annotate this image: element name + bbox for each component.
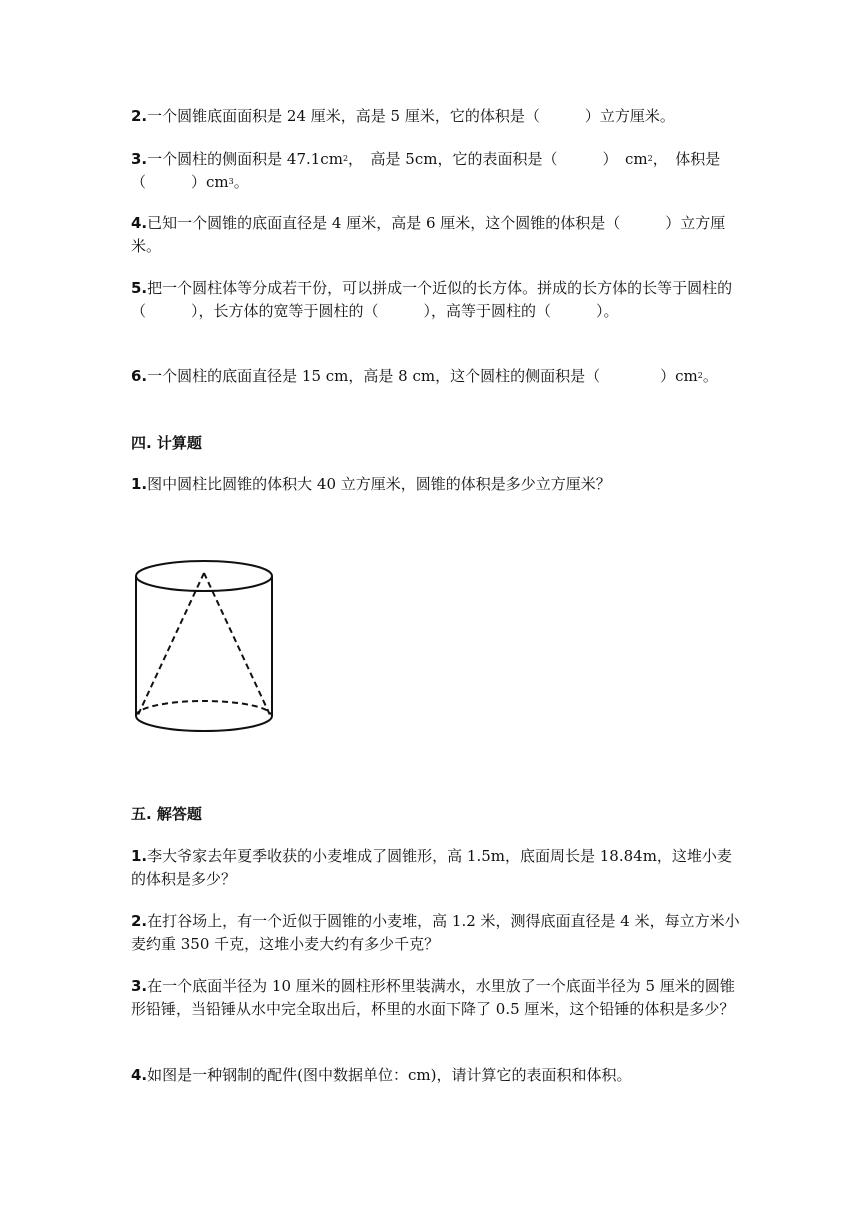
question-text: 李大爷家去年夏季收获的小麦堆成了圆锥形，高 1.5m，底面周长是 18.84m，这堆小麦的体积是多少？ xyxy=(131,847,732,888)
solve-question-3 xyxy=(131,975,743,1021)
section-heading-solution: 五. 解答题 xyxy=(131,805,202,823)
question-6 xyxy=(131,365,743,388)
cone-right-edge xyxy=(204,573,270,715)
cone-base-back-arc xyxy=(136,701,272,716)
question-number: 3. xyxy=(131,977,148,995)
question-text: ， 高是 5cm，它的表面积是（ ） cm xyxy=(348,150,648,168)
question-number: 1. xyxy=(131,847,148,865)
solve-question-4 xyxy=(131,1064,743,1087)
question-number: 2. xyxy=(131,107,148,125)
question-text: 一个圆锥底面面积是 24 厘米，高是 5 厘米，它的体积是（ ）立方厘米。 xyxy=(147,107,675,125)
question-3 xyxy=(131,148,743,194)
question-text: 在一个底面半径为 10 厘米的圆柱形杯里装满水，水里放了一个底面半径为 5 厘米的圆锥形铅锤，当铅锤从水中完全取出后，杯里的水面下降了 0.5 厘米，这个铅锤的体积是多少？ xyxy=(131,977,735,1018)
cylinder-bottom-front-arc xyxy=(136,716,272,731)
question-number: 2. xyxy=(131,912,148,930)
section-heading-calculation: 四. 计算题 xyxy=(131,434,202,452)
cylinder-top-ellipse xyxy=(136,561,272,591)
question-text: 把一个圆柱体等分成若干份，可以拼成一个近似的长方体。拼成的长方体的长等于圆柱的（ ），长方体的宽等于圆柱的（ ），高等于圆柱的（ ）。 xyxy=(131,279,733,320)
question-number: 1. xyxy=(131,475,148,493)
question-text: 。 xyxy=(233,173,249,191)
cylinder-cone-figure xyxy=(128,555,280,741)
question-2 xyxy=(131,105,743,128)
question-text: 在打谷场上，有一个近似于圆锥的小麦堆，高 1.2 米，测得底面直径是 4 米，每立方米小麦约重 350 千克，这堆小麦大约有多少千克？ xyxy=(131,912,740,953)
question-number: 6. xyxy=(131,367,148,385)
question-number: 5. xyxy=(131,279,148,297)
question-text: 已知一个圆锥的底面直径是 4 厘米，高是 6 厘米，这个圆锥的体积是（ ）立方厘米。 xyxy=(131,214,726,255)
question-number: 4. xyxy=(131,1066,148,1084)
superscript: 3 xyxy=(228,177,234,186)
question-text: ， 体积是（ ）cm xyxy=(131,150,721,191)
question-text: 一个圆柱的底面直径是 15 cm，高是 8 cm，这个圆柱的侧面积是（ ）cm xyxy=(147,367,698,385)
solve-question-1 xyxy=(131,845,743,891)
superscript: 2 xyxy=(647,154,653,163)
question-number: 3. xyxy=(131,150,148,168)
calc-question-1 xyxy=(131,473,743,496)
question-number: 4. xyxy=(131,214,148,232)
solve-question-2 xyxy=(131,910,743,956)
question-text: 。 xyxy=(702,367,718,385)
superscript: 2 xyxy=(697,371,703,380)
question-text: 一个圆柱的侧面积是 47.1cm xyxy=(147,150,343,168)
question-4 xyxy=(131,212,743,258)
question-5 xyxy=(131,277,743,323)
cone-left-edge xyxy=(138,573,204,715)
question-text: 图中圆柱比圆锥的体积大 40 立方厘米，圆锥的体积是多少立方厘米？ xyxy=(147,475,611,493)
superscript: 2 xyxy=(342,154,349,163)
question-text: 如图是一种钢制的配件(图中数据单位：cm)，请计算它的表面积和体积。 xyxy=(147,1066,632,1084)
